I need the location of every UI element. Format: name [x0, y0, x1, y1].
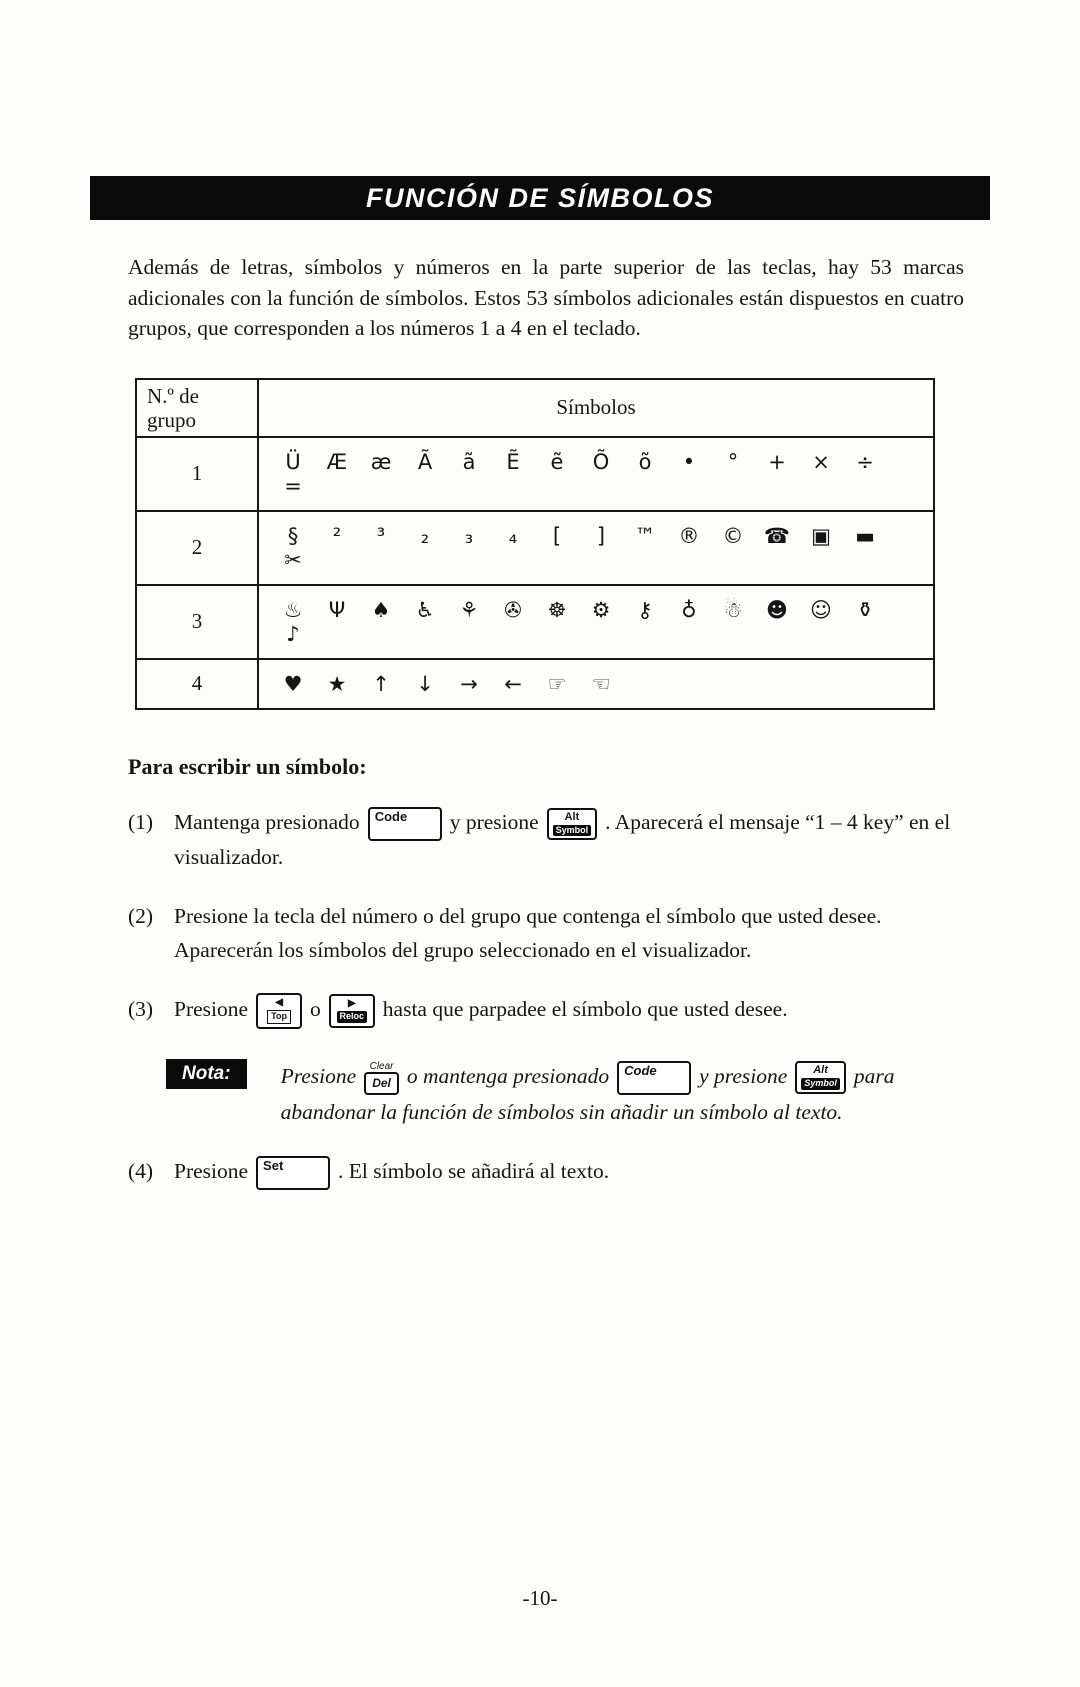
del-key: [364, 1072, 399, 1094]
symbol-glyph: ×: [812, 449, 830, 474]
symbol-glyph: =: [284, 473, 302, 498]
instruction-steps: [128, 806, 990, 1190]
right-triangle-icon: ▶: [347, 998, 356, 1010]
group-column-header: [136, 379, 258, 437]
symbol-glyph: +: [768, 449, 786, 474]
intro-paragraph: Además de letras, símbolos y números en la parte superior de las teclas, hay 53 marcas adicionales con la función de símbolos. Estos 53 símbolos adicionales están dispuestos en cuatro grupos, que corresponden a los números 1 a 4 en el teclado.: [128, 255, 964, 341]
page-number: -10-: [522, 1586, 558, 1610]
symbol-glyph: ®: [678, 523, 700, 548]
symbol-glyph: °: [727, 449, 739, 474]
set-key: [256, 1156, 330, 1190]
symbol-glyph: [: [552, 523, 562, 548]
alt-key-label: Alt: [564, 810, 580, 823]
step-4-text-1: Presione: [174, 1159, 249, 1184]
group-number: 4: [136, 659, 258, 709]
set-key-label: Set: [263, 1158, 284, 1174]
symbol-glyph: ]: [596, 523, 606, 548]
symbol-glyph: ↓: [416, 671, 434, 696]
symbol-glyph: ♿: [415, 597, 435, 622]
code-key-2-label: Code: [624, 1062, 657, 1078]
top-key-label: Top: [267, 1010, 291, 1024]
symbol-glyph: →: [460, 671, 478, 696]
code-key-label: Code: [374, 808, 408, 824]
symbol-glyph: ÷: [856, 449, 874, 474]
symbols-table-header-row: [136, 379, 934, 437]
step-1-number: (1): [128, 809, 154, 834]
symbol-glyph: ♨: [283, 597, 303, 622]
del-key-label: Del: [372, 1076, 391, 1091]
symbol-glyph: ♥: [283, 671, 303, 696]
step-1-text-1: Mantenga presionado: [174, 809, 360, 834]
symbols-table-row: [136, 511, 934, 585]
symbol-glyph: ☞: [547, 671, 567, 696]
symbol-key-label: Symbol: [553, 825, 592, 837]
symbol-glyph: ☻: [766, 597, 788, 622]
note-text: [281, 1059, 990, 1129]
symbol-glyph: ã: [462, 449, 476, 474]
step-4-text: [174, 1155, 990, 1190]
reloc-key-label: Reloc: [337, 1011, 368, 1023]
step-3: [128, 993, 990, 1029]
code-key: [368, 807, 442, 841]
note-text-3: y presione: [699, 1063, 788, 1088]
symbols-table-row: [136, 659, 934, 709]
symbol-glyph: ▣: [811, 523, 831, 548]
symbol-glyph: ★: [327, 671, 347, 696]
section-title: FUNCIÓN DE SÍMBOLOS: [365, 182, 714, 213]
manual-page: [0, 176, 1080, 1687]
group-header-line1: N.º de: [147, 383, 199, 408]
symbol-glyph: ₄: [508, 523, 518, 548]
symbol-glyph: ☺: [810, 597, 832, 622]
symbols-table-row: [136, 437, 934, 511]
symbol-glyph: ↑: [372, 671, 390, 696]
symbol-glyph: ☎: [763, 523, 791, 548]
group-header-line2: grupo: [147, 407, 196, 432]
step-1: [128, 806, 990, 874]
symbols-table-row: [136, 585, 934, 659]
group-number: 3: [136, 585, 258, 659]
step-1-text-3: . Aparecerá el mensaje “1 – 4 key” en el visualizador.: [174, 809, 951, 869]
alt-symbol-key: [547, 808, 598, 841]
symbol-glyph: ⚷: [637, 597, 653, 622]
symbols-table-body: [136, 379, 934, 709]
symbol-glyph: ₂: [420, 523, 430, 548]
symbol-glyph: ←: [504, 671, 522, 696]
step-3-text-2: o: [310, 996, 321, 1021]
step-3-number: (3): [128, 996, 154, 1021]
group-number: 1: [136, 437, 258, 511]
symbol-key-2-label: Symbol: [801, 1078, 840, 1090]
alt-symbol-key-2: [795, 1061, 846, 1094]
symbol-glyph: Ã: [417, 449, 433, 474]
symbol-glyph: ♠: [371, 597, 391, 622]
symbol-glyph: ♁: [681, 597, 697, 622]
step-3-text-3: hasta que parpadee el símbolo que usted desee.: [382, 996, 788, 1021]
symbol-glyph: ™: [634, 523, 656, 548]
symbols-row: [258, 511, 934, 585]
symbol-glyph: ⚱: [856, 597, 874, 622]
symbols-row: [258, 585, 934, 659]
group-number: 2: [136, 511, 258, 585]
step-2-number: (2): [128, 904, 154, 929]
note-badge: Nota:: [166, 1059, 247, 1089]
symbols-row: [258, 437, 934, 511]
step-3-text: [174, 993, 990, 1029]
step-4-text-2: . El símbolo se añadirá al texto.: [338, 1159, 610, 1184]
step-4: [128, 1155, 990, 1190]
symbol-glyph: æ: [370, 449, 392, 474]
symbol-glyph: Ψ: [328, 597, 346, 622]
symbol-glyph: Ẽ: [506, 449, 520, 474]
symbol-glyph: ♪: [286, 621, 300, 646]
symbol-glyph: Ü: [285, 449, 301, 474]
note-block: [166, 1059, 990, 1129]
left-triangle-icon: ◀: [275, 997, 283, 1009]
symbols-table: [135, 378, 935, 710]
symbol-glyph: ☃: [723, 597, 743, 622]
page-content: [0, 176, 1080, 1190]
alt-key-2-label: Alt: [813, 1064, 828, 1077]
subheading: Para escribir un símbolo:: [128, 753, 367, 779]
symbol-glyph: •: [682, 449, 696, 474]
symbol-glyph: ©: [722, 523, 744, 548]
symbol-glyph: §: [287, 523, 299, 548]
symbol-glyph: ▬: [855, 523, 875, 548]
symbol-glyph: ⚘: [459, 597, 479, 622]
clear-cap-label: Clear: [369, 1061, 394, 1073]
symbol-glyph: ²: [332, 523, 342, 548]
note-text-4: para abandonar la función de símbolos sin añadir un símbolo al texto.: [280, 1063, 895, 1124]
symbol-glyph: ✂: [284, 547, 302, 572]
reloc-key: [329, 994, 375, 1028]
symbol-glyph: ☸: [547, 597, 567, 622]
step-3-text-1: Presione: [174, 996, 249, 1021]
symbols-row: [258, 659, 934, 709]
note-text-2: o mantenga presionado: [406, 1063, 610, 1088]
symbol-glyph: Õ: [592, 449, 610, 474]
code-key-2: [617, 1061, 691, 1095]
symbol-glyph: ẽ: [550, 449, 564, 474]
symbol-glyph: ⚙: [591, 597, 611, 622]
step-1-text: [174, 806, 990, 874]
note-text-1: Presione: [280, 1063, 357, 1088]
symbol-glyph: õ: [638, 449, 652, 474]
step-2: [128, 900, 990, 967]
section-header-bar: [90, 176, 990, 220]
step-1-text-2: y presione: [449, 809, 539, 834]
symbol-glyph: ☜: [591, 671, 611, 696]
symbol-glyph: ³: [376, 523, 386, 548]
symbols-column-header: Símbolos: [258, 379, 934, 437]
symbol-glyph: Æ: [326, 449, 348, 474]
symbol-glyph: ✇: [504, 597, 522, 622]
step-2-text: Presione la tecla del número o del grupo que contenga el símbolo que usted desee. Aparecerán los símbolos del grupo seleccionado en el visualizador.: [174, 904, 882, 962]
symbol-glyph: ₃: [464, 523, 474, 548]
top-key: [256, 993, 302, 1029]
step-4-number: (4): [128, 1159, 154, 1184]
del-key-group: [364, 1061, 399, 1094]
